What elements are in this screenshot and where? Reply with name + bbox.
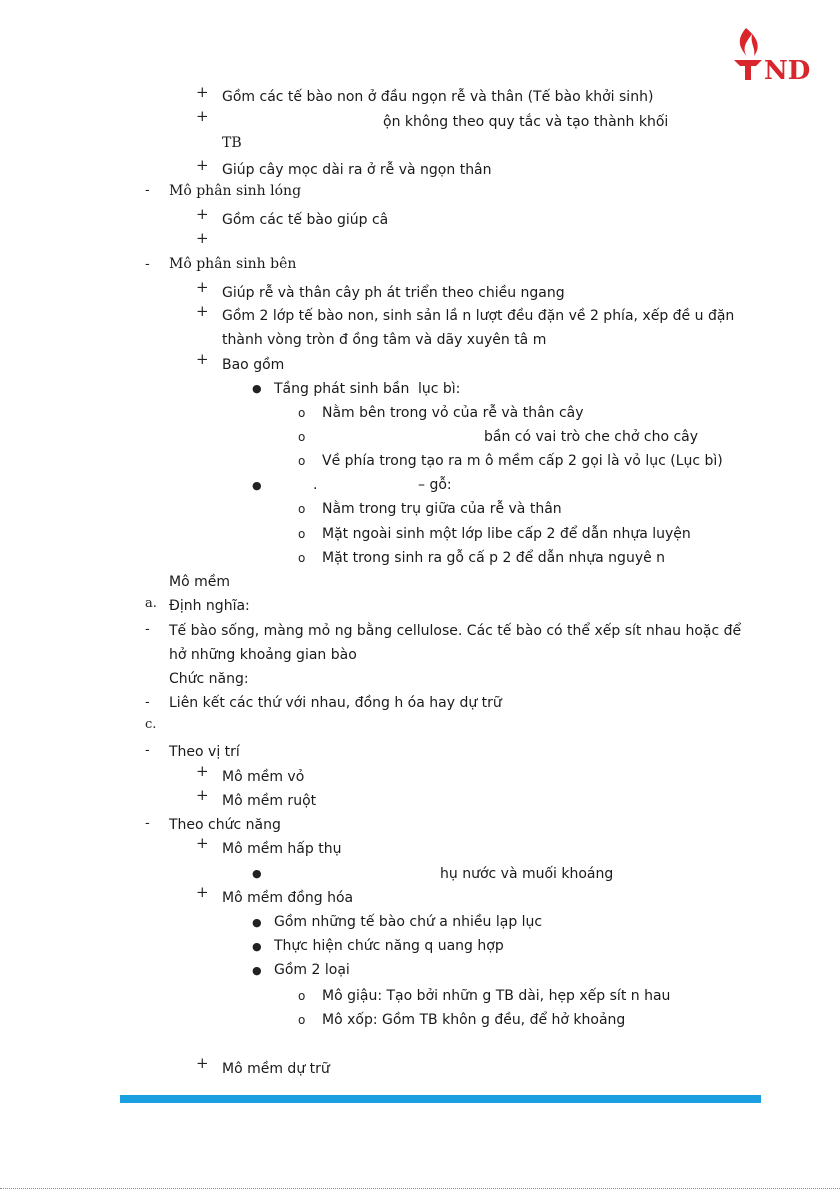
circle-bullet: o [298, 1013, 306, 1027]
text-line: Theo chức năng [169, 817, 281, 833]
text-line: bần có vai trò che chở cho cây [484, 429, 699, 445]
text-line: Chức năng: [169, 671, 249, 687]
plus-bullet: + [196, 762, 209, 780]
text-line: – gỗ: [418, 477, 452, 493]
dash-bullet: - [145, 743, 150, 758]
text-line: Về phía trong tạo ra m ô mềm cấp 2 gọi là vỏ lục (Lục bì) [322, 453, 723, 469]
dot-bullet: ● [252, 867, 262, 880]
circle-bullet: o [298, 551, 306, 565]
text-line: Gồm những tế bào chứ a nhiều lạp lục [274, 914, 543, 930]
circle-bullet: o [298, 989, 306, 1003]
text-line: Mô phân sinh bên [169, 256, 297, 272]
text-line: Mô mềm ruột [222, 793, 317, 809]
dot-bullet: ● [252, 964, 262, 977]
text-line: Mô mềm hấp thụ [222, 841, 342, 857]
plus-bullet: + [196, 1054, 209, 1072]
plus-bullet: + [196, 107, 209, 125]
logo-text: ND [764, 56, 811, 82]
text-line: hụ nước và muối khoáng [440, 866, 614, 882]
text-line: thành vòng tròn đ ồng tâm và dãy xuyên tâ m [222, 332, 547, 348]
dot-bullet: ● [252, 382, 262, 395]
text-line: Thực hiện chức năng q uang hợp [274, 938, 504, 954]
text-line: Tế bào sống, màng mỏ ng bằng cellulose. Các tế bào có thể xếp sít nhau hoặc để [169, 623, 742, 639]
dash-bullet: - [145, 622, 150, 637]
text-line: Mô phân sinh lóng [169, 183, 302, 199]
plus-bullet: + [196, 156, 209, 174]
text-line: ộn không theo quy tắc và tạo thành khối [383, 114, 669, 130]
plus-bullet: + [196, 205, 209, 223]
text-line: . [313, 477, 318, 493]
circle-bullet: o [298, 406, 306, 420]
plus-bullet: + [196, 302, 209, 320]
dot-bullet: ● [252, 940, 262, 953]
text-line: Mô mềm vỏ [222, 769, 305, 785]
text-line: Gồm 2 loại [274, 962, 350, 978]
text-line: Giúp rễ và thân cây ph át triển theo chiều ngang [222, 285, 565, 301]
plus-bullet: + [196, 786, 209, 804]
plus-bullet: + [196, 350, 209, 368]
dot-bullet: ● [252, 479, 262, 492]
letter-marker: a. [145, 596, 157, 611]
plus-bullet: + [196, 834, 209, 852]
plus-bullet: + [196, 83, 209, 101]
text-line: Gồm 2 lớp tế bào non, sinh sản lầ n lượt đều đặn về 2 phía, xếp đề u đặn [222, 308, 735, 324]
text-line: Bao gồm [222, 357, 285, 373]
section-heading: Mô mềm [169, 574, 230, 590]
text-line: Liên kết các thứ với nhau, đồng h óa hay dự trữ [169, 695, 502, 711]
nd-logo [726, 22, 822, 82]
text-line: Mô giậu: Tạo bởi nhữn g TB dài, hẹp xếp sít n hau [322, 988, 671, 1004]
plus-bullet: + [196, 229, 209, 247]
dot-bullet: ● [252, 916, 262, 929]
text-line: Mô xốp: Gồm TB khôn g đều, để hở khoảng [322, 1012, 626, 1028]
text-line: Gồm các tế bào non ở đầu ngọn rễ và thân (Tế bào khởi sinh) [222, 89, 654, 105]
text-line: Nằm bên trong vỏ của rễ và thân cây [322, 405, 584, 421]
text-line: Mặt ngoài sinh một lớp libe cấp 2 để dẫn nhựa luyện [322, 526, 691, 542]
dash-bullet: - [145, 183, 150, 198]
text-line: Theo vị trí [169, 744, 240, 760]
footer-bar [120, 1095, 761, 1103]
circle-bullet: o [298, 454, 306, 468]
dash-bullet: - [145, 695, 150, 710]
plus-bullet: + [196, 883, 209, 901]
text-line: Mặt trong sinh ra gỗ cấ p 2 để dẫn nhựa nguyê n [322, 550, 666, 566]
page-bottom-rule [0, 1188, 840, 1189]
plus-bullet: + [196, 278, 209, 296]
text-line: TB [222, 135, 242, 151]
text-line: Gồm các tế bào giúp câ [222, 212, 389, 228]
dash-bullet: - [145, 257, 150, 272]
text-line: lục bì: [418, 381, 461, 397]
text-line: Giúp cây mọc dài ra ở rễ và ngọn thân [222, 162, 492, 178]
text-line: Mô mềm đồng hóa [222, 890, 354, 906]
circle-bullet: o [298, 502, 306, 516]
letter-marker: c. [145, 717, 157, 732]
text-line: hở những khoảng gian bào [169, 647, 357, 663]
circle-bullet: o [298, 527, 306, 541]
text-line: Mô mềm dự trữ [222, 1061, 330, 1077]
dash-bullet: - [145, 816, 150, 831]
circle-bullet: o [298, 430, 306, 444]
text-line: Nằm trong trụ giữa của rễ và thân [322, 501, 562, 517]
text-line: Tầng phát sinh bần [274, 381, 410, 397]
flame-icon [740, 28, 758, 58]
text-line: Định nghĩa: [169, 598, 250, 614]
